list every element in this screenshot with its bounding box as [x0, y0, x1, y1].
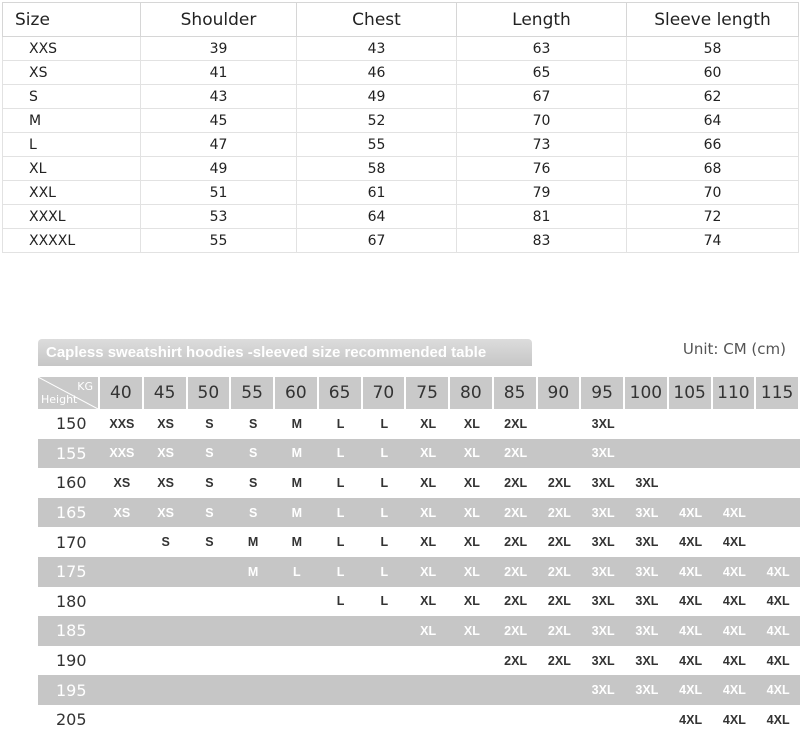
height-row	[38, 705, 800, 735]
recommended-size-cell: L	[275, 557, 319, 587]
recommended-size-cell: 4XL	[722, 712, 746, 727]
recommended-size-cell: 4XL	[766, 712, 790, 727]
recommended-size-cell	[100, 675, 144, 705]
recommended-size-cell: 4XL	[713, 616, 757, 646]
recommended-size-cell: XL	[450, 498, 494, 528]
length-cell: 81	[457, 205, 627, 229]
recommended-size-cell: XXS	[109, 416, 135, 431]
chest-cell: 58	[297, 157, 457, 181]
corner-kg-label: KG	[77, 380, 93, 393]
recommended-size-cell	[231, 705, 275, 735]
size-table-body	[3, 37, 799, 253]
recommended-size-cell: XL	[406, 439, 450, 469]
recommended-size-cell	[406, 675, 450, 705]
recommended-size-cell: L	[319, 557, 363, 587]
recommended-size-cell: 2XL	[504, 594, 528, 609]
recommended-size-cell: S	[161, 535, 170, 550]
recommended-size-cell	[363, 675, 407, 705]
recommended-size-cell: 3XL	[635, 594, 659, 609]
recommended-size-cell: 2XL	[494, 439, 538, 469]
recommended-size-cell: 4XL	[679, 653, 703, 668]
shoulder-cell: 43	[141, 85, 297, 109]
recommended-size-cell: XS	[157, 475, 174, 490]
recommended-size-cell: S	[205, 475, 214, 490]
height-cell: 190	[56, 651, 87, 671]
recommended-size-cell	[144, 557, 188, 587]
column-header-sleeve-length: Sleeve length	[627, 3, 799, 37]
recommended-size-cell: S	[188, 498, 232, 528]
size-measurement-table	[2, 2, 799, 253]
recommended-size-cell: S	[205, 535, 214, 550]
shoulder-cell: 55	[141, 229, 297, 253]
recommended-size-cell: 4XL	[679, 712, 703, 727]
recommended-size-cell	[669, 468, 713, 498]
height-cell: 195	[38, 675, 100, 705]
recommended-size-cell: XS	[113, 475, 131, 490]
sleeve-length-cell: 66	[627, 133, 799, 157]
recommended-size-cell: XL	[463, 594, 480, 609]
recommended-size-cell: S	[231, 439, 275, 469]
recommended-size-cell: 2XL	[547, 594, 571, 609]
recommended-size-cell: M	[291, 535, 303, 550]
weight-header-cell: 75	[406, 377, 450, 409]
weight-header-cell: 60	[275, 377, 319, 409]
recommended-size-cell: 3XL	[635, 475, 659, 490]
recommended-size-cell: 2XL	[494, 557, 538, 587]
length-cell: 67	[457, 85, 627, 109]
recommended-size-cell	[188, 675, 232, 705]
recommended-size-cell: 4XL	[669, 557, 713, 587]
shoulder-cell: 51	[141, 181, 297, 205]
recommended-size-cell	[538, 705, 582, 735]
recommended-size-cell	[363, 705, 407, 735]
recommended-size-cell	[275, 646, 319, 676]
recommended-size-cell: 2XL	[538, 498, 582, 528]
recommended-size-cell	[756, 409, 800, 439]
size-cell: XXXXL	[3, 229, 141, 253]
recommended-size-cell: 4XL	[756, 675, 800, 705]
recommended-size-cell: L	[380, 416, 389, 431]
corner-height-label: Height	[41, 393, 78, 406]
recommended-size-cell	[100, 646, 144, 676]
recommended-size-cell: 4XL	[669, 498, 713, 528]
recommended-size-cell: XS	[157, 416, 174, 431]
length-cell: 65	[457, 61, 627, 85]
recommended-size-cell	[625, 705, 669, 735]
recommended-size-cell: 3XL	[591, 594, 615, 609]
recommended-size-cell	[713, 468, 757, 498]
size-table-header	[3, 3, 799, 37]
recommended-size-cell: XXS	[100, 439, 144, 469]
weight-header-cell: 55	[231, 377, 275, 409]
weight-header-cell: 90	[538, 377, 582, 409]
height-cell: 165	[38, 498, 100, 528]
recommended-size-cell	[494, 675, 538, 705]
recommended-size-cell	[144, 705, 188, 735]
recommendation-title: Capless sweatshirt hoodies -sleeved size recommended table	[38, 339, 532, 366]
sleeve-length-cell: 64	[627, 109, 799, 133]
column-header-length: Length	[457, 3, 627, 37]
recommended-size-cell: 4XL	[679, 535, 703, 550]
recommended-size-cell: S	[188, 439, 232, 469]
sleeve-length-cell: 60	[627, 61, 799, 85]
height-cell: 155	[38, 439, 100, 469]
height-cell: 185	[38, 616, 100, 646]
sleeve-length-cell: 58	[627, 37, 799, 61]
recommended-size-cell: XL	[463, 535, 480, 550]
shoulder-cell: 47	[141, 133, 297, 157]
size-cell: XXXL	[3, 205, 141, 229]
recommended-size-cell	[188, 616, 232, 646]
table-row	[3, 61, 799, 85]
recommended-size-cell: 4XL	[766, 594, 790, 609]
recommended-size-cell	[756, 498, 800, 528]
recommended-size-cell: M	[247, 535, 259, 550]
recommended-size-cell	[231, 616, 275, 646]
height-row	[38, 527, 800, 557]
recommended-size-cell	[100, 557, 144, 587]
sleeve-length-cell: 72	[627, 205, 799, 229]
recommended-size-cell: XL	[406, 557, 450, 587]
recommended-size-cell	[756, 439, 800, 469]
recommended-size-cell	[756, 527, 800, 557]
recommendation-body	[38, 409, 800, 735]
recommended-size-cell: XS	[144, 498, 188, 528]
recommended-size-cell: XL	[420, 535, 437, 550]
recommended-size-cell	[319, 616, 363, 646]
recommended-size-cell	[319, 675, 363, 705]
height-row	[38, 557, 800, 587]
recommended-size-cell	[363, 646, 407, 676]
recommended-size-cell: 4XL	[669, 616, 713, 646]
height-row	[38, 409, 800, 439]
recommended-size-cell	[363, 616, 407, 646]
unit-label: Unit: CM (cm)	[682, 340, 786, 358]
recommended-size-cell: 2XL	[547, 653, 571, 668]
recommended-size-cell: M	[231, 557, 275, 587]
weight-header-cell: 105	[669, 377, 713, 409]
recommended-size-cell: 4XL	[756, 616, 800, 646]
height-row	[38, 587, 800, 617]
length-cell: 79	[457, 181, 627, 205]
recommended-size-cell: 3XL	[625, 498, 669, 528]
sleeve-length-cell: 62	[627, 85, 799, 109]
size-cell: L	[3, 133, 141, 157]
size-cell: XXL	[3, 181, 141, 205]
height-cell: 205	[56, 710, 87, 730]
recommended-size-cell: L	[336, 475, 345, 490]
size-cell: S	[3, 85, 141, 109]
recommended-size-cell: 4XL	[722, 594, 746, 609]
table-row	[3, 229, 799, 253]
recommended-size-cell: M	[275, 439, 319, 469]
recommended-size-cell: 4XL	[713, 557, 757, 587]
recommended-size-cell: XL	[450, 439, 494, 469]
recommended-size-cell: 2XL	[504, 416, 528, 431]
recommended-size-cell: 4XL	[722, 535, 746, 550]
recommended-size-cell	[669, 439, 713, 469]
recommended-size-cell	[494, 705, 538, 735]
recommended-size-cell	[231, 646, 275, 676]
recommended-size-cell: XL	[420, 475, 437, 490]
recommended-size-cell: 3XL	[591, 416, 615, 431]
recommended-size-cell: 3XL	[625, 675, 669, 705]
recommended-size-cell: L	[336, 416, 345, 431]
weight-header-cell: 40	[100, 377, 144, 409]
size-cell: XXS	[3, 37, 141, 61]
recommended-size-cell: S	[248, 416, 258, 431]
chest-cell: 46	[297, 61, 457, 85]
recommended-size-cell: M	[291, 416, 303, 431]
recommended-size-cell	[319, 705, 363, 735]
recommended-size-cell: 2XL	[504, 535, 528, 550]
recommended-size-cell: L	[336, 535, 345, 550]
recommended-size-cell	[450, 675, 494, 705]
recommended-size-cell	[100, 587, 144, 617]
recommended-size-cell: 3XL	[591, 653, 615, 668]
chest-cell: 52	[297, 109, 457, 133]
length-cell: 73	[457, 133, 627, 157]
sleeve-length-cell: 74	[627, 229, 799, 253]
recommended-size-cell	[625, 409, 669, 439]
weight-header-cell: 115	[756, 377, 800, 409]
recommended-size-cell: 3XL	[591, 475, 615, 490]
weight-header-cell: 80	[450, 377, 494, 409]
recommended-size-cell: XL	[463, 475, 480, 490]
height-cell: 160	[56, 473, 87, 493]
recommended-size-cell	[100, 705, 144, 735]
size-cell: XL	[3, 157, 141, 181]
shoulder-cell: 45	[141, 109, 297, 133]
recommended-size-cell	[669, 409, 713, 439]
height-row	[38, 675, 800, 705]
recommended-size-cell: 3XL	[635, 535, 659, 550]
recommended-size-cell: S	[248, 475, 258, 490]
recommended-size-cell: XL	[420, 594, 437, 609]
weight-header-cell: 85	[494, 377, 538, 409]
column-header-shoulder: Shoulder	[141, 3, 297, 37]
recommended-size-cell	[144, 675, 188, 705]
recommended-size-cell: S	[205, 416, 214, 431]
recommended-size-cell: L	[319, 439, 363, 469]
height-cell: 150	[56, 414, 87, 434]
recommended-size-cell: L	[336, 594, 345, 609]
recommended-size-cell	[100, 527, 144, 557]
height-row	[38, 498, 800, 528]
recommended-size-cell: XS	[100, 498, 144, 528]
recommended-size-cell	[144, 587, 188, 617]
length-cell: 63	[457, 37, 627, 61]
recommended-size-cell: XL	[406, 616, 450, 646]
table-row	[3, 37, 799, 61]
recommended-size-cell: 4XL	[713, 498, 757, 528]
recommended-size-cell	[713, 409, 757, 439]
length-cell: 70	[457, 109, 627, 133]
recommended-size-cell	[188, 557, 232, 587]
recommended-size-cell: 2XL	[504, 475, 528, 490]
recommended-size-cell: 2XL	[538, 616, 582, 646]
height-row	[38, 468, 800, 498]
recommended-size-cell	[144, 646, 188, 676]
sleeve-length-cell: 68	[627, 157, 799, 181]
recommended-size-cell: 2XL	[538, 557, 582, 587]
size-cell: XS	[3, 61, 141, 85]
recommended-size-cell	[188, 587, 232, 617]
recommended-size-cell	[231, 587, 275, 617]
recommended-size-cell	[275, 675, 319, 705]
height-row	[38, 439, 800, 469]
size-recommendation-table	[38, 377, 800, 735]
recommended-size-cell: 3XL	[635, 653, 659, 668]
height-cell: 175	[38, 557, 100, 587]
recommended-size-cell: 2XL	[547, 535, 571, 550]
recommended-size-cell	[538, 675, 582, 705]
recommended-size-cell	[406, 646, 450, 676]
recommended-size-cell	[713, 439, 757, 469]
sleeve-length-cell: 70	[627, 181, 799, 205]
recommended-size-cell: 3XL	[581, 439, 625, 469]
weight-header-cell: 70	[363, 377, 407, 409]
recommended-size-cell: L	[380, 594, 389, 609]
shoulder-cell: 39	[141, 37, 297, 61]
recommended-size-cell: M	[291, 475, 303, 490]
chest-cell: 49	[297, 85, 457, 109]
height-cell: 180	[56, 591, 87, 611]
recommended-size-cell	[625, 439, 669, 469]
recommended-size-cell: 4XL	[669, 675, 713, 705]
recommended-size-cell: XL	[450, 616, 494, 646]
table-row	[3, 109, 799, 133]
recommended-size-cell	[231, 675, 275, 705]
weight-header-cell: 50	[188, 377, 232, 409]
size-cell: M	[3, 109, 141, 133]
recommended-size-cell	[100, 616, 144, 646]
table-row	[3, 133, 799, 157]
table-row	[3, 205, 799, 229]
length-cell: 83	[457, 229, 627, 253]
recommended-size-cell	[188, 705, 232, 735]
recommended-size-cell: XS	[144, 439, 188, 469]
chest-cell: 55	[297, 133, 457, 157]
recommended-size-cell: L	[380, 475, 389, 490]
recommended-size-cell	[319, 646, 363, 676]
recommended-size-cell: 2XL	[494, 498, 538, 528]
recommended-size-cell: M	[275, 498, 319, 528]
recommended-size-cell: XL	[406, 498, 450, 528]
height-cell: 170	[56, 532, 87, 552]
recommended-size-cell: S	[231, 498, 275, 528]
height-row	[38, 646, 800, 676]
recommended-size-cell: 3XL	[581, 498, 625, 528]
recommended-size-cell: 4XL	[756, 557, 800, 587]
column-header-chest: Chest	[297, 3, 457, 37]
weight-header-cell: 95	[581, 377, 625, 409]
recommended-size-cell: XL	[463, 416, 480, 431]
recommended-size-cell: 3XL	[625, 557, 669, 587]
chest-cell: 64	[297, 205, 457, 229]
recommended-size-cell	[275, 705, 319, 735]
weight-header-cell: 65	[319, 377, 363, 409]
table-row	[3, 181, 799, 205]
recommended-size-cell: XL	[420, 416, 437, 431]
recommended-size-cell: 2XL	[494, 616, 538, 646]
recommended-size-cell: 3XL	[581, 675, 625, 705]
recommended-size-cell: 4XL	[679, 594, 703, 609]
recommended-size-cell	[756, 468, 800, 498]
recommended-size-cell: 3XL	[591, 535, 615, 550]
corner-header-cell	[38, 377, 100, 409]
recommended-size-cell: 2XL	[547, 475, 571, 490]
recommended-size-cell	[188, 646, 232, 676]
recommended-size-cell: L	[363, 557, 407, 587]
weight-header-cell: 100	[625, 377, 669, 409]
recommended-size-cell: 2XL	[504, 653, 528, 668]
chest-cell: 61	[297, 181, 457, 205]
length-cell: 76	[457, 157, 627, 181]
recommended-size-cell	[450, 646, 494, 676]
table-row	[3, 85, 799, 109]
chest-cell: 43	[297, 37, 457, 61]
table-row	[3, 157, 799, 181]
recommended-size-cell	[275, 616, 319, 646]
recommended-size-cell: L	[319, 498, 363, 528]
recommended-size-cell: L	[380, 535, 389, 550]
recommended-size-cell: 4XL	[766, 653, 790, 668]
recommended-size-cell: 3XL	[581, 616, 625, 646]
chest-cell: 67	[297, 229, 457, 253]
recommended-size-cell	[275, 587, 319, 617]
weight-header-cell: 110	[713, 377, 757, 409]
recommended-size-cell	[144, 616, 188, 646]
recommended-size-cell: L	[363, 498, 407, 528]
shoulder-cell: 41	[141, 61, 297, 85]
height-row	[38, 616, 800, 646]
recommended-size-cell	[538, 439, 582, 469]
recommended-size-cell	[406, 705, 450, 735]
column-header-size: Size	[3, 3, 141, 37]
recommended-size-cell: 3XL	[625, 616, 669, 646]
weight-header-row	[38, 377, 800, 409]
recommended-size-cell: XL	[450, 557, 494, 587]
recommended-size-cell	[538, 409, 582, 439]
recommended-size-cell: L	[363, 439, 407, 469]
recommended-size-cell	[581, 705, 625, 735]
shoulder-cell: 53	[141, 205, 297, 229]
recommended-size-cell: 4XL	[722, 653, 746, 668]
weight-header-cell: 45	[144, 377, 188, 409]
size-table-header-row	[3, 3, 799, 37]
recommended-size-cell	[450, 705, 494, 735]
shoulder-cell: 49	[141, 157, 297, 181]
recommended-size-cell: 3XL	[581, 557, 625, 587]
recommended-size-cell: 4XL	[713, 675, 757, 705]
